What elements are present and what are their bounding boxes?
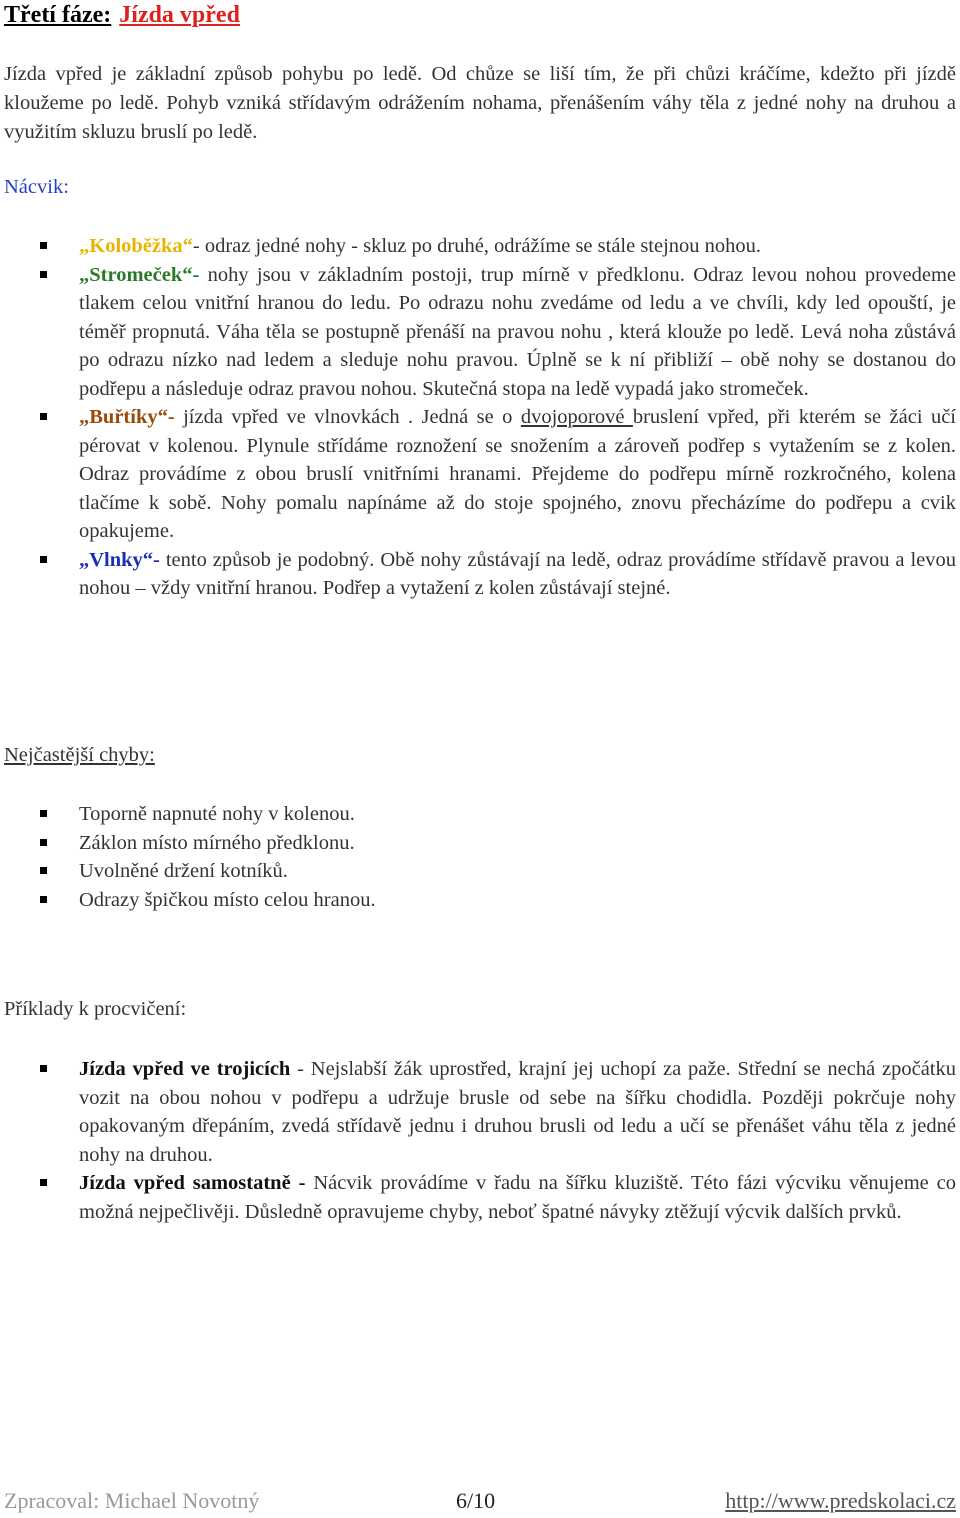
list-item: [4, 261, 956, 404]
bullet-icon: [40, 1065, 47, 1072]
examples-list: [4, 1055, 956, 1226]
term-description-cont: bruslení vpřed, při kterém se žáci učí pérovat v kolenou. Plynule střídáme roznožení se snožením a zároveň podřep s vytažením se z kolen. Odraz provádíme z obou bruslí vnitřními hranami. Přejdeme do podřepu mírně rozkročného, kolena tlačíme k sobě. Nohy pomalu napínáme až do stoje spojného, znovu přecházíme do podřepu a cvik opakujeme.: [79, 406, 956, 542]
page-title: [4, 2, 240, 29]
error-text: Uvolněné držení kotníků.: [79, 860, 288, 882]
term-stromecek: „Stromeček“-: [79, 263, 200, 286]
title-prefix: Třetí fáze:: [4, 2, 112, 28]
bullet-icon: [40, 413, 47, 420]
practice-list: [4, 232, 956, 603]
term-description: - odraz jedné nohy - skluz po druhé, odrážíme se stále stejnou nohou.: [192, 235, 762, 257]
bullet-icon: [40, 556, 47, 563]
title-subject: Jízda vpřed: [119, 2, 240, 28]
term-description: jízda vpřed ve vlnovkách . Jedná se o: [174, 406, 521, 428]
example-term: Jízda vpřed samostatně -: [79, 1172, 306, 1194]
term-link-dvojoporove[interactable]: dvojoporové: [520, 406, 633, 428]
footer-website-link[interactable]: http://www.predskolaci.cz: [725, 1488, 956, 1513]
term-description: nohy jsou v základním postoji, trup mírně v předklonu. Odraz levou nohou provedeme tlakem celou vnitřní hranou do ledu. Po odrazu nohu zvedáme od ledu a ve chvíli, kdy led opouští, je téměř propnutá. Váha těla se postupně přenáší na pravou nohu , která klouže po ledě. Levá noha zůstává po odrazu nízko nad ledem a sleduje nohu pravou. Úplně se k ní přibliží – obě nohy se dostanou do podřepu a následuje odraz pravou nohou. Skutečná stopa na ledě vypadá jako stromeček.: [79, 263, 956, 400]
page-footer: [4, 1488, 956, 1518]
error-text: Záklon místo mírného předklonu.: [79, 831, 355, 854]
errors-heading: Nejčastější chyby:: [4, 744, 155, 766]
bullet-icon: [40, 271, 47, 278]
list-item: [4, 546, 956, 603]
term-vlnky: „Vlnky“-: [79, 548, 160, 571]
bullet-icon: [40, 896, 47, 903]
footer-author: Zpracoval: Michael Novotný: [4, 1488, 260, 1513]
term-kolobezka: „Koloběžka“: [79, 235, 193, 257]
bullet-icon: [40, 810, 47, 817]
bullet-icon: [40, 839, 47, 846]
list-item: [4, 829, 956, 858]
footer-page-number: 6/10: [456, 1488, 496, 1513]
error-text: Toporně napnuté nohy v kolenou.: [79, 803, 355, 825]
bullet-icon: [40, 1179, 47, 1186]
list-item: [4, 886, 956, 915]
list-item: [4, 1055, 956, 1169]
errors-list: [4, 800, 956, 914]
term-description: tento způsob je podobný. Obě nohy zůstávají na ledě, odraz provádíme střídavě pravou a levou nohou – vždy vnitřní hranou. Podřep a vytažení z kolen zůstávají stejné.: [79, 548, 956, 599]
example-text: - Nejslabší žák uprostřed, krajní jej uchopí za paže. Střední se nechá zpočátku vozit na obou nohou v podřepu a udržuje brusle od sebe na šířku chodidla. Později pokrčuje nohy opakovaným dřepáním, zvedá střídavě jednu i druhou brusli od ledu a učí se přenášet váhu těla z jedné nohy na druhou.: [79, 1058, 956, 1166]
list-item: [4, 232, 956, 261]
bullet-icon: [40, 867, 47, 874]
list-item: [4, 1169, 956, 1226]
examples-heading: Příklady k procvičení:: [4, 998, 187, 1020]
example-term: Jízda vpřed ve trojicích: [79, 1058, 291, 1080]
term-burtiky: „Buřtíky“-: [79, 406, 175, 428]
list-item: [4, 403, 956, 546]
list-item: [4, 857, 956, 886]
list-item: [4, 800, 956, 829]
practice-heading: Nácvik:: [4, 176, 69, 198]
bullet-icon: [40, 242, 47, 249]
intro-paragraph: Jízda vpřed je základní způsob pohybu po ledě. Od chůze se liší tím, že při chůzi kráčíme, kdežto při jízdě kloužeme po ledě. Pohyb vzniká střídavým odrážením nohama, přenášením váhy těla z jedné nohy na druhou a využitím skluzu bruslí po ledě.: [4, 63, 956, 143]
example-text: Nácvik provádíme v řadu na šířku kluziště. Této fázi výcviku věnujeme co možná nejpečlivěji. Důsledně opravujeme chyby, neboť špatné návyky ztěžují výcvik dalších prvků.: [79, 1172, 956, 1223]
error-text: Odrazy špičkou místo celou hranou.: [79, 888, 376, 911]
